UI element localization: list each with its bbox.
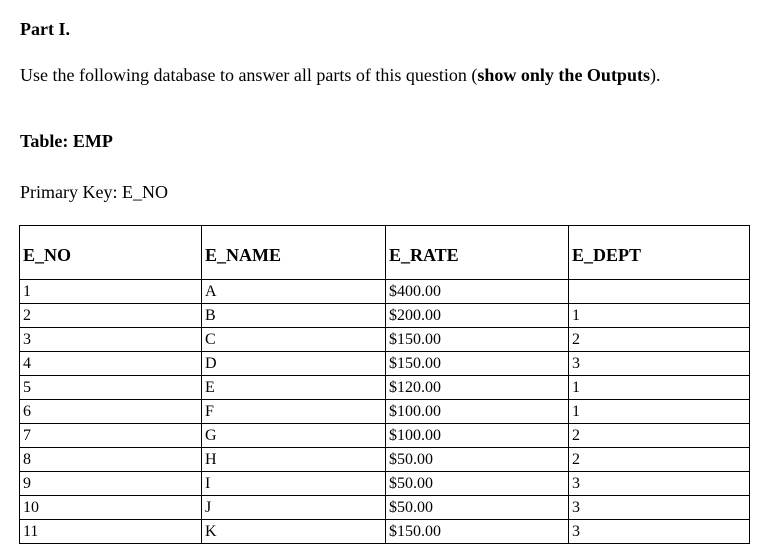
table-row [20,496,750,520]
table-cell-e-dept: 2 [569,328,750,352]
table-cell-e-dept: 1 [569,400,750,424]
instructions-suffix: ). [649,65,661,85]
instructions [20,65,660,85]
table-row [20,400,750,424]
table-cell-e-rate: $400.00 [386,280,569,304]
table-cell-e-name: F [202,400,386,424]
column-header-e-rate: E_RATE [386,226,569,280]
table-cell-e-rate: $50.00 [386,472,569,496]
table-cell-e-name: A [202,280,386,304]
table-cell-e-dept: 3 [569,352,750,376]
table-cell-e-name: E [202,376,386,400]
table-title: Table: EMP [20,131,113,151]
instructions-prefix: Use the following database to answer all parts of this question ( [20,65,478,85]
column-header-e-dept: E_DEPT [569,226,750,280]
table-row [20,328,750,352]
table-header-row [20,226,750,280]
table-row [20,448,750,472]
table-cell-e-no: 3 [20,328,202,352]
table-cell-e-rate: $150.00 [386,520,569,544]
table-cell-e-name: C [202,328,386,352]
table-cell-e-name: B [202,304,386,328]
table-cell-e-dept: 3 [569,472,750,496]
table-cell-e-name: H [202,448,386,472]
table-cell-e-dept [569,280,750,304]
table-cell-e-name: G [202,424,386,448]
table-cell-e-rate: $120.00 [386,376,569,400]
table-cell-e-no: 4 [20,352,202,376]
table-row [20,280,750,304]
primary-key-label: Primary Key: E_NO [20,182,168,202]
table-cell-e-rate: $100.00 [386,400,569,424]
table-cell-e-dept: 2 [569,448,750,472]
table-cell-e-no: 10 [20,496,202,520]
table-cell-e-dept: 3 [569,520,750,544]
column-header-e-name: E_NAME [202,226,386,280]
instructions-bold: show only the Outputs [477,65,650,85]
table-cell-e-no: 1 [20,280,202,304]
table-cell-e-dept: 1 [569,304,750,328]
table-cell-e-no: 5 [20,376,202,400]
table-row [20,352,750,376]
table-row [20,520,750,544]
table-cell-e-no: 8 [20,448,202,472]
table-cell-e-rate: $50.00 [386,496,569,520]
table-cell-e-rate: $150.00 [386,328,569,352]
table-cell-e-rate: $50.00 [386,448,569,472]
column-header-e-no: E_NO [20,226,202,280]
table-cell-e-dept: 2 [569,424,750,448]
part-title: Part I. [20,19,70,39]
table-cell-e-dept: 3 [569,496,750,520]
table-cell-e-rate: $100.00 [386,424,569,448]
table-row [20,424,750,448]
table-row [20,472,750,496]
table-row [20,376,750,400]
table-cell-e-no: 9 [20,472,202,496]
table-cell-e-name: K [202,520,386,544]
table-cell-e-name: I [202,472,386,496]
table-cell-e-no: 11 [20,520,202,544]
table-cell-e-no: 6 [20,400,202,424]
table-cell-e-rate: $150.00 [386,352,569,376]
table-cell-e-no: 7 [20,424,202,448]
table-cell-e-dept: 1 [569,376,750,400]
table-cell-e-rate: $200.00 [386,304,569,328]
emp-table [19,225,750,544]
table-cell-e-no: 2 [20,304,202,328]
table-body [20,280,750,544]
table-cell-e-name: J [202,496,386,520]
table-cell-e-name: D [202,352,386,376]
table-row [20,304,750,328]
